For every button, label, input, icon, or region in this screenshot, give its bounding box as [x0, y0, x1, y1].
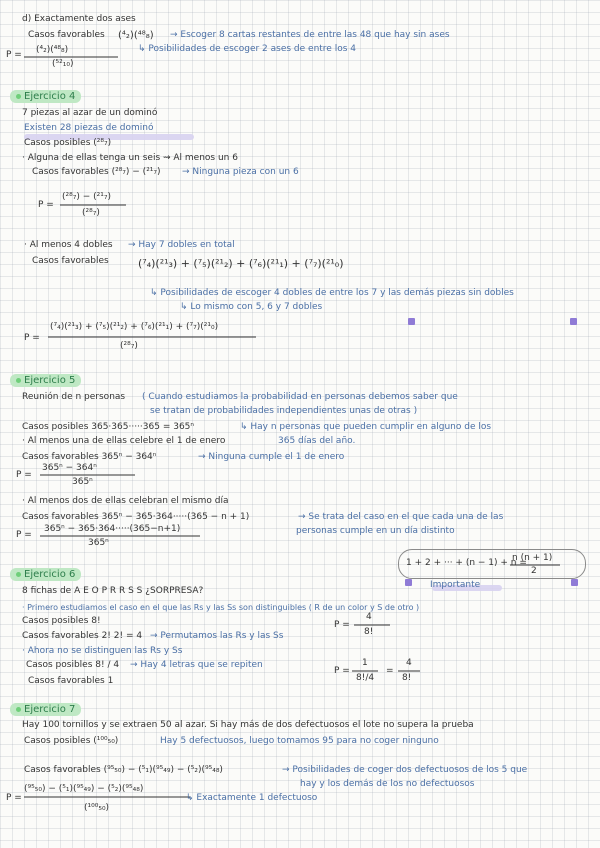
marker-icon	[408, 318, 415, 325]
annotation: · Ahora no se distinguen las Rs y Ss	[22, 646, 183, 656]
fraction-numerator: 365ⁿ − 365·364·····(365−n+1)	[44, 524, 181, 534]
fraction-denominator: 8!	[364, 627, 374, 637]
text-line: Casos favorables	[32, 256, 109, 266]
text-line: Casos posibles 8!	[22, 616, 101, 626]
annotation: → Escoger 8 cartas restantes de entre las 48 que hay sin ases	[170, 30, 450, 40]
marker-icon	[571, 579, 578, 586]
annotation: ↳ Posibilidades de escoger 2 ases de entre los 4	[138, 44, 356, 54]
annotation: ( Cuando estudiamos la probabilidad en personas debemos saber que	[142, 392, 458, 402]
exercise-header: Ejercicio 6	[10, 568, 81, 581]
bullet-icon	[16, 572, 21, 577]
equals-sign: =	[386, 666, 394, 676]
fraction-numerator: 1	[362, 658, 368, 668]
fraction-denominator: (²⁸₇)	[120, 341, 138, 351]
fraction-denominator: 8!	[402, 673, 412, 683]
combination: (⁴₂)(⁴⁸₈)	[118, 30, 154, 41]
bullet-icon	[16, 378, 21, 383]
annotation: → Permutamos las Rs y las Ss	[150, 631, 284, 641]
text-line: Casos favorables 365ⁿ − 364ⁿ	[22, 452, 157, 462]
text-line: · Al menos dos de ellas celebran el mismo día	[22, 496, 229, 506]
annotation: 365 días del año.	[278, 436, 356, 446]
exercise-header: Ejercicio 7	[10, 703, 81, 716]
p-label: P =	[6, 793, 22, 803]
marker-icon	[405, 579, 412, 586]
text-line: Existen 28 piezas de dominó	[24, 123, 154, 133]
fraction-numerator: 365ⁿ − 364ⁿ	[42, 463, 97, 473]
p-label: P =	[6, 50, 22, 60]
exercise-header: Ejercicio 5	[10, 374, 81, 387]
formula-numerator: n (n + 1)	[512, 553, 553, 563]
annotation: · Primero estudiamos el caso en el que las Rs y las Ss son distinguibles ( R de un color y S de otro )	[22, 603, 420, 612]
bullet-icon	[16, 94, 21, 99]
text-line: Casos favorables 2! 2! = 4	[22, 631, 143, 641]
annotation: Hay 5 defectuosos, luego tomamos 95 para no coger ninguno	[160, 736, 439, 746]
formula: 1 + 2 + ··· + (n − 1) + n =	[406, 558, 527, 568]
text-line: Casos favorables 365ⁿ − 365·364·····(365 − n + 1)	[22, 512, 250, 522]
exercise-header: Ejercicio 4	[10, 90, 81, 103]
p-label: P =	[24, 333, 40, 343]
fraction-denominator: 365ⁿ	[88, 538, 109, 548]
fraction-denominator: (⁵²₁₀)	[52, 59, 74, 69]
text-line: Casos favorables (²⁸₇) − (²¹₇)	[32, 167, 161, 177]
text-line: Casos posibles (²⁸₇)	[24, 138, 112, 148]
text-line: 7 piezas al azar de un dominó	[22, 108, 158, 118]
text-line: Reunión de n personas	[22, 392, 126, 402]
annotation: personas cumple en un día distinto	[296, 526, 455, 536]
text-line: · Al menos una de ellas celebre el 1 de enero	[22, 436, 226, 446]
p-label: P =	[16, 530, 32, 540]
p-label: P =	[16, 470, 32, 480]
marker-icon	[570, 318, 577, 325]
casos-favorables: Casos favorables	[28, 30, 105, 40]
annotation: se tratan de probabilidades independientes unas de otras )	[150, 406, 418, 416]
sum-expression: (⁷₄)(²¹₃) + (⁷₅)(²¹₂) + (⁷₆)(²¹₁) + (⁷₇)(²¹₀)	[138, 257, 344, 270]
text-line: Casos favorables 1	[28, 676, 114, 686]
p-label: P =	[334, 620, 350, 630]
fraction-denominator: (¹⁰⁰₅₀)	[84, 803, 110, 813]
annotation: → Hay 4 letras que se repiten	[130, 660, 263, 670]
annotation: hay y los demás de los no defectuosos	[300, 779, 475, 789]
annotation: ↳ Lo mismo con 5, 6 y 7 dobles	[180, 302, 323, 312]
section-title: d) Exactamente dos ases	[22, 14, 136, 24]
annotation: → Se trata del caso en el que cada una de las	[298, 512, 504, 522]
fraction-numerator: (⁴₂)(⁴⁸₈)	[36, 45, 69, 55]
annotation: → Ninguna cumple el 1 de enero	[198, 452, 345, 462]
annotation: → Hay 7 dobles en total	[128, 240, 235, 250]
fraction-numerator: (²⁸₇) − (²¹₇)	[62, 192, 111, 202]
fraction-numerator: (⁹⁵₅₀) − (⁵₁)(⁹⁵₄₉) − (⁵₂)(⁹⁵₄₈)	[24, 784, 144, 794]
fraction-numerator: (⁷₄)(²¹₃) + (⁷₅)(²¹₂) + (⁷₆)(²¹₁) + (⁷₇)(²¹₀)	[50, 322, 219, 332]
fraction-denominator: (²⁸₇)	[82, 208, 100, 218]
text-line: Casos posibles (¹⁰⁰₅₀)	[24, 736, 119, 746]
fraction-denominator: 8!/4	[356, 673, 375, 683]
annotation: ↳ Hay n personas que pueden cumplir en alguno de los	[240, 422, 492, 432]
annotation: → Ninguna pieza con un 6	[182, 167, 299, 177]
text-line: 8 fichas de A E O P R R S S ¿SORPRESA?	[22, 586, 204, 596]
important-label: Importante	[430, 580, 481, 590]
fraction-denominator: 365ⁿ	[72, 477, 93, 487]
bullet-icon	[16, 707, 21, 712]
p-label: P =	[334, 666, 350, 676]
fraction-numerator: 4	[406, 658, 412, 668]
annotation: → Posibilidades de coger dos defectuosos de los 5 que	[282, 765, 528, 775]
text-line: Hay 100 tornillos y se extraen 50 al azar. Si hay más de dos defectuosos el lote no supera la prueba	[22, 720, 474, 730]
fraction-numerator: 4	[366, 612, 372, 622]
text-line: · Alguna de ellas tenga un seis ⇝ Al menos un 6	[22, 153, 238, 163]
text-line: Casos posibles 8! / 4	[26, 660, 120, 670]
text-line: Casos favorables (⁹⁵₅₀) − (⁵₁)(⁹⁵₄₉) − (⁵₂)(⁹⁵₄₈)	[24, 765, 223, 775]
text-line: Casos posibles 365·365·····365 = 365ⁿ	[22, 422, 194, 432]
annotation: ↳ Exactamente 1 defectuoso	[186, 793, 318, 803]
p-label: P =	[38, 200, 54, 210]
formula-denominator: 2	[531, 566, 537, 576]
annotation: ↳ Posibilidades de escoger 4 dobles de entre los 7 y las demás piezas sin dobles	[150, 288, 514, 298]
text-line: · Al menos 4 dobles	[24, 240, 113, 250]
